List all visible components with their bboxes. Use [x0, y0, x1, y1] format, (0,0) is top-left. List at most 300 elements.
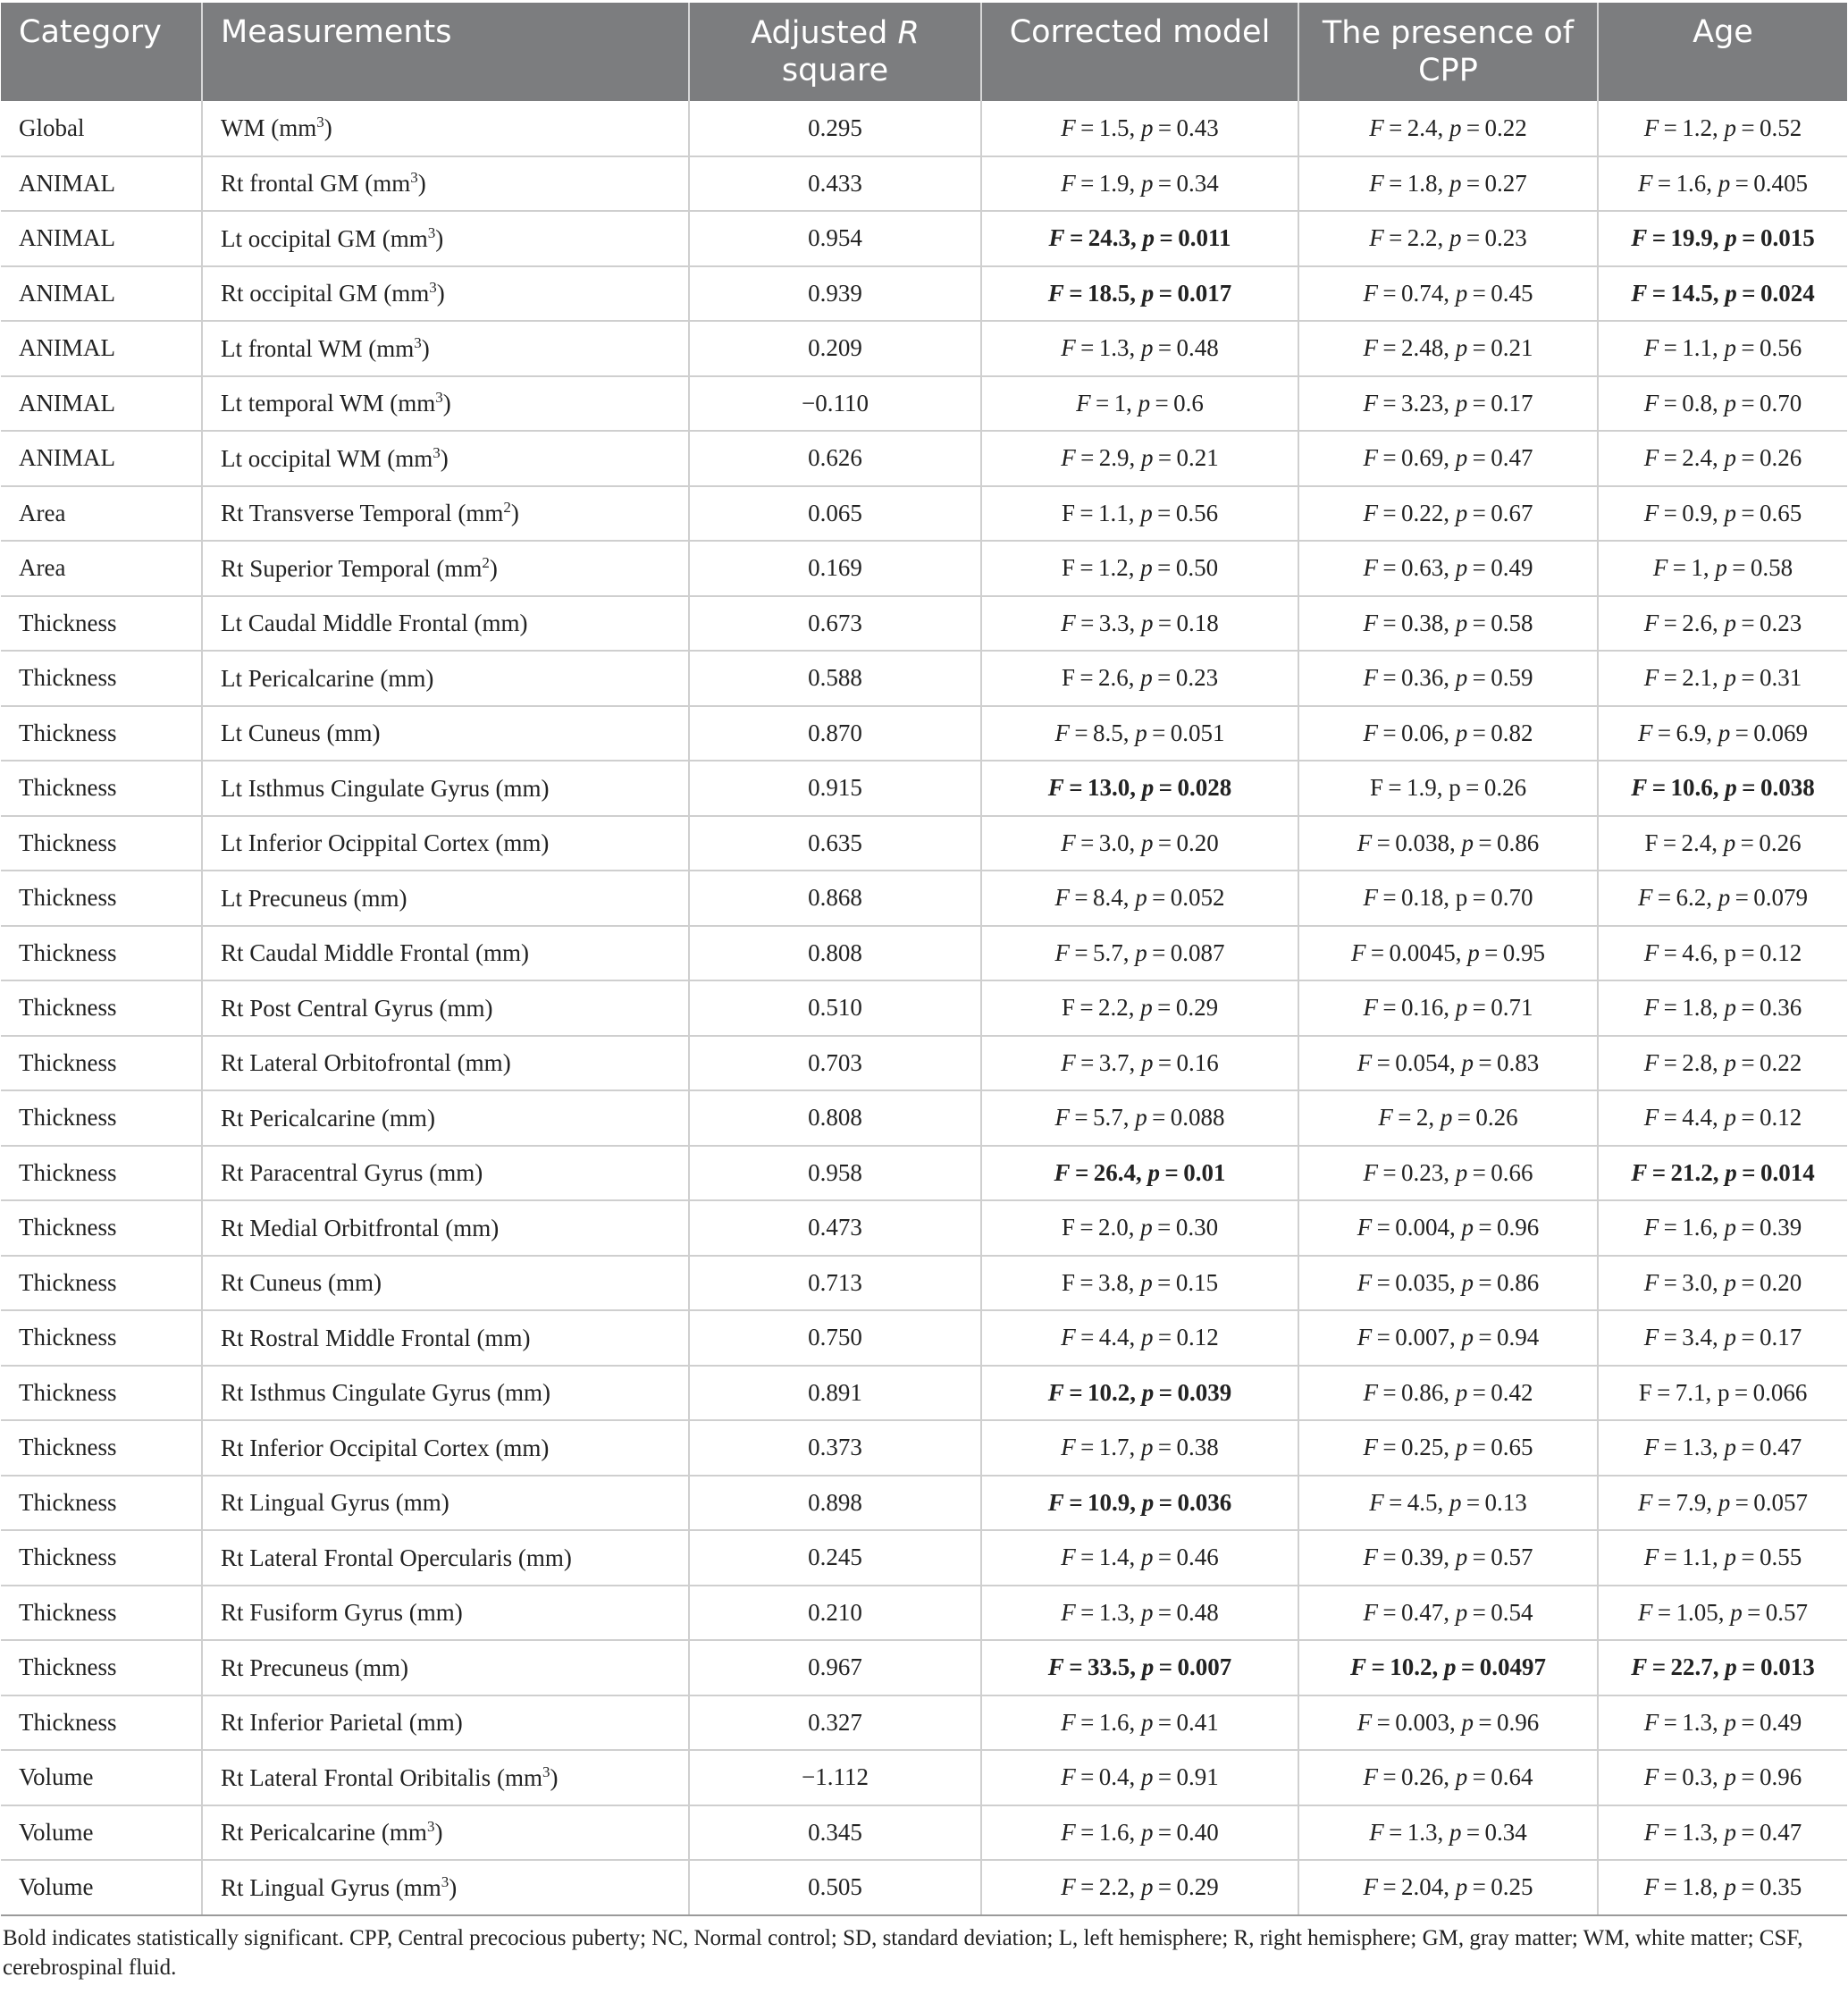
adjusted-r-square-cell: 0.958: [689, 1146, 981, 1201]
stat-value: [1369, 114, 1527, 141]
cpp-presence-cell: [1298, 980, 1598, 1036]
separator: =: [1659, 499, 1683, 526]
category-cell: ANIMAL: [1, 211, 202, 266]
measurement-name: Lt Inferior Ocippital Cortex: [221, 829, 490, 857]
stat-value: [1631, 1653, 1814, 1680]
separator: =: [1461, 114, 1485, 141]
category-cell: Thickness: [1, 1530, 202, 1586]
separator: =: [1467, 1434, 1491, 1461]
separator: ,: [1712, 1214, 1725, 1241]
separator: =: [1736, 1104, 1760, 1132]
f-value: 1.6: [1098, 1818, 1130, 1846]
f-label: F: [1643, 334, 1659, 362]
p-label: p: [1141, 829, 1154, 856]
cpp-presence-cell: [1298, 1310, 1598, 1366]
unit: mm: [437, 1159, 475, 1187]
measurement-name: Rt frontal GM: [221, 170, 359, 198]
stat-value: [1061, 1434, 1219, 1460]
separator: =: [1659, 389, 1683, 416]
separator: =: [1075, 829, 1099, 856]
p-value: 0.015: [1760, 224, 1815, 252]
separator: ,: [1443, 1598, 1456, 1626]
f-value: 19.9: [1670, 224, 1713, 252]
separator: =: [1659, 1268, 1683, 1296]
p-label: p: [1138, 389, 1151, 416]
cpp-presence-cell: [1298, 1256, 1598, 1311]
p-value: 0.26: [1475, 1104, 1518, 1132]
p-value: 0.6: [1173, 389, 1204, 416]
measurement-cell: [202, 1090, 689, 1146]
separator: =: [1730, 1488, 1754, 1516]
measurement-cell: [202, 596, 689, 652]
stat-value: [1638, 170, 1808, 197]
f-label: F: [1061, 664, 1075, 692]
results-table: [1, 3, 1847, 1916]
unit: mm: [361, 884, 399, 912]
measurement-cell: [202, 1476, 689, 1531]
separator: ,: [1712, 1544, 1725, 1571]
unit-exponent: 3: [427, 223, 436, 241]
age-cell: [1598, 1695, 1847, 1751]
paren: ): [417, 170, 426, 198]
p-value: 0.079: [1753, 884, 1809, 912]
separator: =: [1736, 444, 1760, 472]
paren: (: [320, 719, 335, 747]
f-value: 1.1: [1682, 1544, 1712, 1571]
measurement-name: Rt Pericalcarine: [221, 1819, 376, 1847]
p-value: 0.036: [1177, 1488, 1232, 1516]
adjusted-r-square-cell: 0.626: [689, 431, 981, 486]
category-cell: Thickness: [1, 1310, 202, 1366]
f-value: 2.0: [1098, 1214, 1129, 1241]
stat-value: [1061, 114, 1219, 141]
table-row: [1, 1750, 1847, 1805]
p-value: 0.43: [1176, 114, 1219, 141]
f-label: F: [1643, 1818, 1659, 1846]
f-label: F: [1643, 1434, 1659, 1461]
separator: =: [1075, 1544, 1099, 1571]
adjusted-r-square-cell: 0.713: [689, 1256, 981, 1311]
table-row: [1, 816, 1847, 871]
f-label: F: [1643, 1544, 1659, 1571]
f-value: 2.8: [1682, 1048, 1712, 1076]
f-label: F: [1357, 1048, 1373, 1076]
separator: =: [1153, 1598, 1177, 1626]
p-label: p: [1141, 609, 1154, 636]
separator: =: [1659, 938, 1683, 966]
separator: =: [1074, 499, 1099, 526]
f-value: 7.1: [1675, 1378, 1706, 1406]
age-cell: [1598, 1090, 1847, 1146]
corrected-model-cell: [981, 1476, 1298, 1531]
f-label: F: [1643, 389, 1659, 416]
adjusted-r-square-cell: −0.110: [689, 376, 981, 432]
p-value: 0.18: [1176, 609, 1219, 636]
stat-value: [1644, 1214, 1802, 1241]
separator: ,: [1122, 719, 1136, 746]
cpp-presence-cell: [1298, 706, 1598, 761]
f-label: F: [1369, 169, 1384, 197]
stat-value: [1363, 610, 1533, 636]
stat-value: [1363, 1599, 1533, 1626]
separator: =: [1377, 1763, 1401, 1791]
f-label: F: [1061, 1544, 1076, 1571]
p-value: 0.21: [1176, 444, 1219, 472]
age-cell: [1598, 541, 1847, 596]
p-value: 0.56: [1175, 499, 1219, 526]
f-value: 0.25: [1401, 1434, 1444, 1461]
f-label: F: [1061, 1818, 1076, 1846]
corrected-model-cell: [981, 761, 1298, 816]
separator: =: [1736, 1158, 1760, 1186]
measurement-name: Rt Lingual Gyrus: [221, 1489, 390, 1517]
table-row: [1, 266, 1847, 322]
separator: =: [1075, 1434, 1099, 1461]
p-value: 0.55: [1760, 1544, 1802, 1571]
paren: ): [522, 1324, 531, 1351]
f-label: F: [1363, 1763, 1378, 1791]
cpp-presence-cell: [1298, 376, 1598, 432]
f-value: 1.3: [1098, 1598, 1130, 1626]
paren: (: [375, 1819, 390, 1847]
measurement-cell: [202, 1146, 689, 1201]
p-label: p: [1724, 1268, 1736, 1296]
p-value: 0.65: [1760, 499, 1802, 526]
separator: ,: [1712, 609, 1725, 636]
stat-value: [1644, 444, 1802, 471]
separator: =: [1075, 1598, 1099, 1626]
corrected-model-cell: [981, 926, 1298, 981]
measurement-name: Lt occipital GM: [221, 224, 376, 252]
p-label: p: [1444, 1653, 1457, 1681]
f-label: F: [1631, 1158, 1648, 1186]
f-label: F: [1631, 774, 1648, 802]
p-value: 0.23: [1484, 224, 1527, 252]
category-cell: Global: [1, 101, 202, 156]
header-adjusted-r-square: Adjusted R square: [689, 3, 981, 101]
separator: ,: [1443, 389, 1456, 416]
p-value: 0.41: [1176, 1708, 1219, 1736]
separator: =: [1372, 829, 1396, 856]
p-value: 0.25: [1491, 1873, 1533, 1901]
p-label: p: [1455, 664, 1468, 692]
f-value: 1.5: [1098, 114, 1130, 141]
measurement-cell: [202, 1200, 689, 1256]
separator: ,: [1712, 389, 1725, 416]
measurement-cell: [202, 980, 689, 1036]
f-label: F: [1061, 334, 1076, 362]
cpp-presence-cell: [1298, 1860, 1598, 1915]
f-value: 0.16: [1401, 994, 1444, 1022]
separator: =: [1377, 499, 1401, 526]
corrected-model-cell: [981, 1695, 1298, 1751]
separator: ,: [1130, 774, 1142, 802]
separator: =: [1736, 279, 1760, 307]
p-label: p: [1140, 554, 1153, 582]
separator: =: [1069, 1104, 1093, 1132]
unit: mm: [466, 500, 504, 527]
f-value: 0.0045: [1389, 938, 1456, 966]
separator: ,: [1437, 224, 1449, 252]
unit: mm: [453, 1214, 491, 1241]
cpp-presence-cell: [1298, 1036, 1598, 1091]
f-label: F: [1048, 224, 1065, 252]
measurement-name: Rt Isthmus Cingulate Gyrus: [221, 1379, 491, 1407]
separator: ,: [1443, 444, 1456, 472]
table-row: [1, 211, 1847, 266]
separator: ,: [1437, 1818, 1449, 1846]
separator: =: [1467, 994, 1491, 1022]
table-row: [1, 1530, 1847, 1586]
f-label: F: [1363, 1873, 1378, 1901]
separator: =: [1075, 169, 1099, 197]
separator: ,: [1712, 938, 1725, 966]
p-label: p: [1141, 114, 1154, 141]
measurement-cell: [202, 651, 689, 706]
p-value: 0.22: [1760, 1048, 1802, 1076]
f-value: 18.5: [1088, 279, 1130, 307]
separator: =: [1467, 334, 1491, 362]
separator: =: [1153, 609, 1177, 636]
separator: ,: [1712, 994, 1725, 1022]
age-cell: [1598, 871, 1847, 926]
age-cell: [1598, 816, 1847, 871]
paren: ): [510, 500, 519, 527]
measurement-name: Rt Lingual Gyrus: [221, 1873, 390, 1901]
category-cell: Volume: [1, 1860, 202, 1915]
paren: ): [454, 1599, 463, 1627]
stat-value: [1061, 1819, 1219, 1846]
separator: =: [1153, 444, 1177, 472]
p-label: p: [1141, 279, 1155, 307]
f-value: 2.9: [1098, 444, 1130, 472]
separator: ,: [1712, 114, 1725, 141]
f-label: F: [1643, 609, 1659, 636]
p-label: p: [1455, 499, 1468, 526]
p-label: p: [1141, 1708, 1154, 1736]
measurement-name: Lt Caudal Middle Frontal: [221, 610, 468, 637]
p-label: p: [1455, 389, 1468, 416]
f-value: 2.6: [1682, 609, 1712, 636]
p-value: 0.011: [1178, 224, 1231, 252]
f-label: F: [1061, 1048, 1076, 1076]
stat-value: [1644, 1873, 1802, 1900]
adjusted-r-square-cell: 0.433: [689, 156, 981, 212]
p-value: 0.12: [1760, 1104, 1802, 1132]
corrected-model-cell: [981, 596, 1298, 652]
separator: =: [1647, 279, 1671, 307]
age-cell: [1598, 1476, 1847, 1531]
p-value: 0.17: [1491, 389, 1533, 416]
separator: ,: [1129, 1048, 1141, 1076]
stat-value: [1644, 1104, 1802, 1131]
p-label: p: [1455, 1763, 1468, 1791]
unit: mm: [373, 170, 411, 198]
cpp-presence-cell: [1298, 651, 1598, 706]
table-row: [1, 376, 1847, 432]
p-value: 0.83: [1497, 1048, 1540, 1076]
header-corrected-model: Corrected model: [981, 3, 1298, 101]
separator: =: [1474, 1324, 1498, 1351]
separator: =: [1377, 664, 1401, 692]
separator: =: [1659, 994, 1683, 1022]
separator: =: [1460, 774, 1484, 802]
separator: ,: [1443, 994, 1456, 1022]
corrected-model-cell: [981, 1090, 1298, 1146]
separator: =: [1461, 1488, 1485, 1516]
stat-value: [1644, 1269, 1802, 1296]
p-label: p: [1141, 169, 1154, 197]
paren: ): [521, 939, 529, 967]
table-row: [1, 101, 1847, 156]
separator: =: [1377, 279, 1401, 307]
table-row: [1, 761, 1847, 816]
separator: =: [1377, 1378, 1401, 1406]
separator: =: [1153, 334, 1177, 362]
measurement-cell: [202, 706, 689, 761]
separator: =: [1659, 1104, 1683, 1132]
separator: ,: [1129, 1818, 1141, 1846]
p-value: 0.013: [1760, 1653, 1815, 1681]
f-label: F: [1061, 444, 1076, 472]
separator: =: [1152, 1214, 1176, 1241]
separator: =: [1153, 1763, 1177, 1791]
f-label: F: [1643, 938, 1659, 966]
separator: =: [1075, 1763, 1099, 1791]
stat-value: [1369, 1489, 1527, 1516]
separator: =: [1461, 224, 1485, 252]
stat-value: [1631, 774, 1814, 801]
separator: =: [1372, 1214, 1396, 1241]
stat-value: [1351, 939, 1545, 966]
f-value: 3.0: [1682, 1268, 1712, 1296]
p-label: p: [1449, 774, 1461, 802]
age-cell: [1598, 1146, 1847, 1201]
separator: ,: [1129, 169, 1141, 197]
f-value: 21.2: [1670, 1158, 1713, 1186]
p-label: p: [1141, 1544, 1154, 1571]
separator: =: [1736, 938, 1760, 966]
f-label: F: [1643, 1268, 1659, 1296]
separator: =: [1383, 1488, 1407, 1516]
f-value: 10.9: [1088, 1488, 1130, 1516]
separator: ,: [1432, 1653, 1444, 1681]
separator: ,: [1130, 279, 1142, 307]
p-label: p: [1725, 774, 1737, 802]
adjusted-r-square-cell: 0.703: [689, 1036, 981, 1091]
p-value: 0.16: [1176, 1048, 1219, 1076]
separator: ,: [1712, 334, 1725, 362]
f-value: 2.2: [1098, 994, 1129, 1022]
stat-value: [1363, 334, 1533, 361]
f-label: F: [1061, 1598, 1076, 1626]
stat-value: [1061, 1599, 1219, 1626]
adjusted-r-square-cell: 0.473: [689, 1200, 981, 1256]
measurement-cell: [202, 1586, 689, 1641]
separator: =: [1155, 224, 1179, 252]
p-label: p: [1718, 884, 1731, 912]
category-cell: Thickness: [1, 1695, 202, 1751]
f-label: F: [1644, 829, 1659, 856]
separator: =: [1075, 609, 1099, 636]
separator: =: [1064, 224, 1088, 252]
stat-value: [1048, 1379, 1231, 1406]
f-value: 0.038: [1395, 829, 1449, 856]
corrected-model-cell: [981, 1586, 1298, 1641]
separator: =: [1474, 1268, 1498, 1296]
separator: =: [1372, 1708, 1396, 1736]
paren: (: [489, 774, 504, 802]
f-value: 1.3: [1098, 334, 1130, 362]
separator: ,: [1712, 1104, 1725, 1132]
f-label: F: [1061, 499, 1075, 526]
cpp-presence-cell: [1298, 1695, 1598, 1751]
category-cell: Thickness: [1, 1256, 202, 1311]
separator: ,: [1706, 884, 1718, 912]
p-label: p: [1141, 1598, 1154, 1626]
p-label: p: [1455, 334, 1468, 362]
separator: =: [1074, 554, 1099, 582]
unit: mm: [376, 334, 415, 362]
unit: mm: [525, 1544, 564, 1571]
age-cell: [1598, 1860, 1847, 1915]
f-value: 1.1: [1682, 334, 1712, 362]
separator: ,: [1443, 279, 1456, 307]
separator: =: [1659, 334, 1683, 362]
corrected-model-cell: [981, 101, 1298, 156]
separator: =: [1467, 1544, 1491, 1571]
unit: mm: [504, 1763, 542, 1791]
f-value: 0.9: [1682, 499, 1712, 526]
separator: ,: [1443, 1544, 1456, 1571]
separator: =: [1659, 1544, 1683, 1571]
separator: =: [1730, 884, 1754, 912]
separator: ,: [1443, 1434, 1456, 1461]
f-value: 1.2: [1098, 554, 1129, 582]
table-row: [1, 541, 1847, 596]
p-value: 0.26: [1760, 444, 1802, 472]
age-cell: [1598, 1366, 1847, 1421]
f-label: F: [1054, 884, 1070, 912]
header-measurements: Measurements: [202, 3, 689, 101]
f-label: F: [1061, 1708, 1076, 1736]
f-value: 0.63: [1401, 554, 1444, 582]
separator: ,: [1443, 884, 1456, 912]
adjusted-r-square-cell: 0.588: [689, 651, 981, 706]
p-label: p: [1135, 884, 1147, 912]
separator: =: [1736, 334, 1760, 362]
separator: ,: [1437, 114, 1449, 141]
separator: =: [1736, 499, 1760, 526]
f-label: F: [1061, 994, 1075, 1022]
unit: mm: [403, 1873, 441, 1901]
p-label: p: [1141, 1488, 1155, 1516]
separator: =: [1377, 334, 1401, 362]
separator: ,: [1443, 1158, 1456, 1186]
adjusted-r-square-cell: 0.891: [689, 1366, 981, 1421]
stat-value: [1062, 500, 1218, 526]
cpp-presence-cell: [1298, 1476, 1598, 1531]
measurement-name: Rt Paracentral Gyrus: [221, 1159, 424, 1187]
paren: ): [442, 390, 451, 417]
f-label: F: [1357, 1214, 1373, 1241]
separator: =: [1736, 774, 1760, 802]
separator: =: [1147, 938, 1171, 966]
stat-value: [1644, 664, 1802, 691]
adjusted-r-square-cell: 0.505: [689, 1860, 981, 1915]
unit: mm: [279, 114, 317, 142]
category-cell: Volume: [1, 1750, 202, 1805]
